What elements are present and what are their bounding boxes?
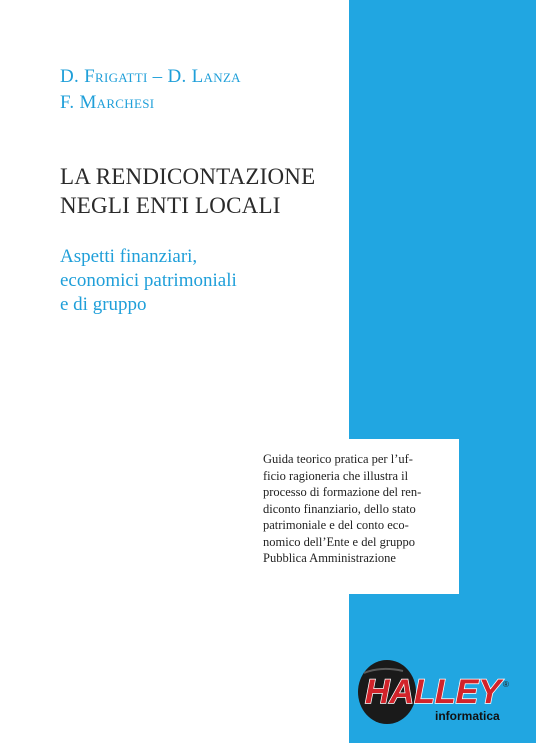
subtitle-line-3: e di gruppo [60,294,147,315]
logo-wordmark: HALLEY [365,673,501,711]
title-line-1: LA RENDICONTAZIONE [60,164,316,189]
authors [60,64,241,116]
description-line: nomico dell’Ente e del gruppo [263,534,416,549]
description-line: Pubblica Amministrazione [263,551,396,565]
description-line: ficio ragioneria che illustra il [263,468,409,483]
subtitle-line-1: Aspetti finanziari, [60,246,198,267]
book-title [60,162,315,220]
description-text [263,451,448,567]
description-line: patrimoniale e del conto eco- [263,518,409,532]
blue-side-band [349,0,536,743]
description-line: processo di formazione del ren- [263,485,422,499]
book-subtitle [60,245,237,317]
authors-line-2: F. Marchesi [60,92,155,113]
logo-registered-mark: ® [503,680,509,689]
title-line-2: NEGLI ENTI LOCALI [60,193,281,218]
halley-logo [351,657,521,727]
description-line: Guida teorico pratica per l’uf- [263,452,413,466]
description-line: diconto finanziario, dello stato [263,501,416,516]
subtitle-line-2: economici patrimoniali [60,270,237,291]
logo-tagline: informatica [435,709,500,723]
authors-line-1: D. Frigatti – D. Lanza [60,66,241,87]
